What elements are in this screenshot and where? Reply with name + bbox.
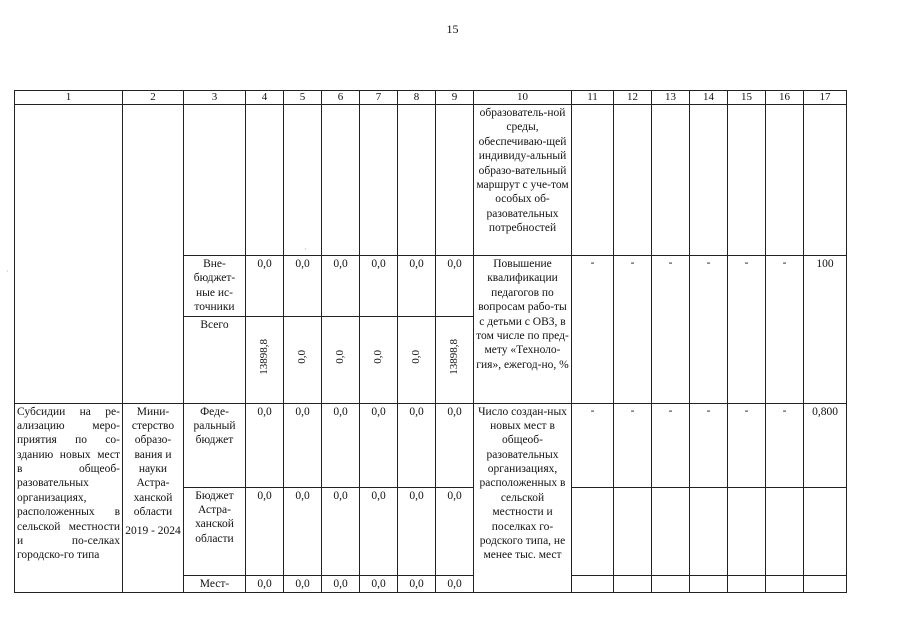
amount: 0,0 bbox=[360, 487, 398, 575]
amount: 0,0 bbox=[360, 256, 398, 317]
scan-speck: · bbox=[6, 267, 9, 276]
dash-value: - bbox=[766, 256, 804, 404]
activity-name: Субсидии на ре-ализацию меро-приятия по со-зданию новых мест в общеоб-разовательных организациях, расположенных в сельской местности и по-селках городско-го типа bbox=[15, 403, 123, 592]
period: 2019 - 2024 bbox=[125, 524, 181, 537]
amount-vertical bbox=[436, 316, 474, 403]
amount: 0,0 bbox=[398, 403, 436, 487]
amount: 0,0 bbox=[284, 575, 322, 592]
cell-empty bbox=[284, 105, 322, 256]
cell-empty bbox=[614, 105, 652, 256]
col-num: 6 bbox=[322, 91, 360, 105]
amount: 0,0 bbox=[360, 403, 398, 487]
amount: 0,0 bbox=[295, 350, 308, 365]
col-num: 4 bbox=[246, 91, 284, 105]
amount: 0,0 bbox=[322, 256, 360, 317]
col-num: 15 bbox=[728, 91, 766, 105]
amount: 0,0 bbox=[360, 575, 398, 592]
col-num: 14 bbox=[690, 91, 728, 105]
amount: 0,0 bbox=[436, 403, 474, 487]
dash-value: - bbox=[614, 403, 652, 487]
amount: 0,0 bbox=[322, 575, 360, 592]
col-num: 5 bbox=[284, 91, 322, 105]
col-num: 13 bbox=[652, 91, 690, 105]
target-value: 0,800 bbox=[804, 403, 847, 487]
cell-empty bbox=[184, 105, 246, 256]
amount: 0,0 bbox=[284, 256, 322, 317]
cell-empty bbox=[652, 105, 690, 256]
amount: 0,0 bbox=[284, 487, 322, 575]
cell-empty bbox=[766, 575, 804, 592]
amount: 0,0 bbox=[398, 487, 436, 575]
cell-empty bbox=[728, 575, 766, 592]
col-num: 11 bbox=[572, 91, 614, 105]
indicator-continuation: образователь-ной среды, обеспечиваю-щей индивиду-альный образо-вательный маршрут с уче-том особых об-разовательных потребностей bbox=[474, 105, 572, 256]
cell-empty bbox=[804, 575, 847, 592]
cell-empty bbox=[766, 487, 804, 575]
cell-empty bbox=[690, 105, 728, 256]
cell-empty bbox=[246, 105, 284, 256]
col-num: 2 bbox=[123, 91, 184, 105]
funding-source: Феде-ральный бюджет bbox=[184, 403, 246, 487]
dash-value: - bbox=[572, 403, 614, 487]
cell-empty bbox=[572, 105, 614, 256]
cell-empty bbox=[690, 487, 728, 575]
amount-vertical bbox=[322, 316, 360, 403]
amount: 0,0 bbox=[371, 350, 384, 365]
table-row bbox=[15, 105, 847, 256]
page-number: 15 bbox=[446, 22, 459, 36]
col-num: 3 bbox=[184, 91, 246, 105]
column-number-row bbox=[15, 91, 847, 105]
table-row bbox=[15, 403, 847, 487]
amount-vertical bbox=[398, 316, 436, 403]
col-num: 9 bbox=[436, 91, 474, 105]
cell-empty bbox=[360, 105, 398, 256]
amount: 0,0 bbox=[246, 575, 284, 592]
amount: 0,0 bbox=[409, 350, 422, 365]
amount: 0,0 bbox=[398, 575, 436, 592]
cell-empty bbox=[614, 487, 652, 575]
dash-value: - bbox=[572, 256, 614, 404]
target-value: 100 bbox=[804, 256, 847, 404]
cell-empty bbox=[322, 105, 360, 256]
indicator-text: Повышение квалификации педагогов по вопросам рабо-ты с детьми с ОВЗ, в том числе по пред-мету «Техноло-гия», ежегод-но, % bbox=[474, 256, 572, 404]
amount: 0,0 bbox=[246, 256, 284, 317]
cell-empty bbox=[572, 575, 614, 592]
executor-cell bbox=[123, 403, 184, 592]
amount: 0,0 bbox=[284, 403, 322, 487]
amount: 0,0 bbox=[322, 403, 360, 487]
cell-empty bbox=[804, 105, 847, 256]
scan-speck: · bbox=[304, 245, 307, 254]
cell-empty bbox=[690, 575, 728, 592]
funding-source: Мест- bbox=[184, 575, 246, 592]
amount-vertical bbox=[284, 316, 322, 403]
amount: 0,0 bbox=[436, 487, 474, 575]
cell-empty bbox=[728, 487, 766, 575]
cell-empty bbox=[436, 105, 474, 256]
cell-empty bbox=[804, 487, 847, 575]
dash-value: - bbox=[652, 403, 690, 487]
col-num: 7 bbox=[360, 91, 398, 105]
amount: 0,0 bbox=[246, 403, 284, 487]
dash-value: - bbox=[766, 403, 804, 487]
amount: 0,0 bbox=[436, 256, 474, 317]
funding-source: Всего bbox=[184, 316, 246, 403]
amount: 13898,8 bbox=[257, 339, 270, 376]
amount: 0,0 bbox=[322, 487, 360, 575]
dash-value: - bbox=[690, 403, 728, 487]
funding-source: Вне-бюджет-ные ис-точники bbox=[184, 256, 246, 317]
amount: 0,0 bbox=[436, 575, 474, 592]
amount: 0,0 bbox=[246, 487, 284, 575]
cell-empty bbox=[398, 105, 436, 256]
dash-value: - bbox=[690, 256, 728, 404]
funding-source: Бюджет Астра-ханской области bbox=[184, 487, 246, 575]
cell-empty bbox=[614, 575, 652, 592]
amount: 0,0 bbox=[333, 350, 346, 365]
amount-vertical bbox=[246, 316, 284, 403]
amount: 0,0 bbox=[398, 256, 436, 317]
cell-empty bbox=[572, 487, 614, 575]
program-table bbox=[14, 90, 847, 593]
amount: 13898,8 bbox=[447, 339, 460, 376]
col-num: 17 bbox=[804, 91, 847, 105]
cell-empty bbox=[652, 487, 690, 575]
col-num: 1 bbox=[15, 91, 123, 105]
cell-empty bbox=[766, 105, 804, 256]
cell-empty bbox=[728, 105, 766, 256]
col-num: 12 bbox=[614, 91, 652, 105]
col-num: 10 bbox=[474, 91, 572, 105]
cell-empty bbox=[15, 105, 123, 404]
cell-empty bbox=[652, 575, 690, 592]
cell-empty bbox=[123, 105, 184, 404]
dash-value: - bbox=[652, 256, 690, 404]
col-num: 16 bbox=[766, 91, 804, 105]
dash-value: - bbox=[728, 403, 766, 487]
indicator-text: Число создан-ных новых мест в общеоб-разовательных организациях, расположенных в сельской местности и поселках го-родского типа, не менее тыс. мест bbox=[474, 403, 572, 592]
dash-value: - bbox=[614, 256, 652, 404]
col-num: 8 bbox=[398, 91, 436, 105]
amount-vertical bbox=[360, 316, 398, 403]
dash-value: - bbox=[728, 256, 766, 404]
executor: Мини-стерство образо-вания и науки Астра-ханской области bbox=[131, 405, 175, 519]
